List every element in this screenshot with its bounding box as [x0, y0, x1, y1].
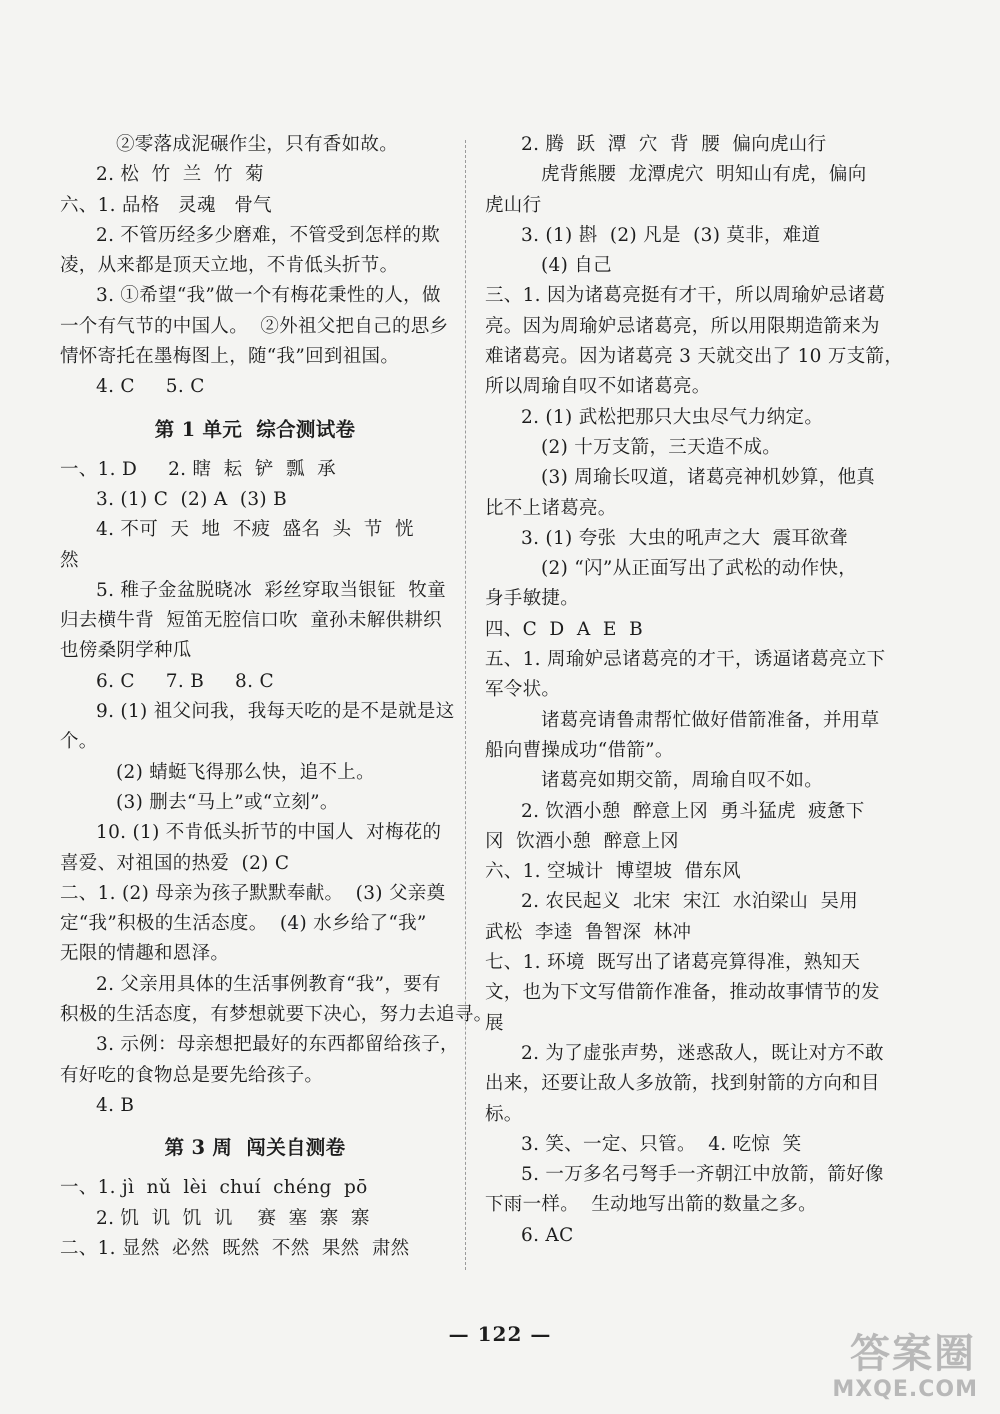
answer-line: 五、1. 周瑜妒忌诸葛亮的才干，诱逼诸葛亮立下 — [485, 649, 886, 671]
answer-line: 3. ①希望“我”做一个有梅花秉性的人，做 — [96, 285, 441, 307]
answer-line: 个。 — [60, 731, 98, 753]
answer-line: 难诸葛亮。因为诸葛亮 3 天就交出了 10 万支箭， — [485, 346, 904, 368]
answer-line: 有好吃的食物总是要先给孩子。 — [60, 1064, 324, 1086]
watermark-url: MXQE.COM — [832, 1377, 978, 1402]
answer-line: 军令状。 — [485, 679, 561, 701]
answer-line: 二、1. 显然 必然 既然 不然 果然 肃然 — [60, 1237, 410, 1259]
answer-line: (3) 周瑜长叹道，诸葛亮神机妙算，他真 — [541, 467, 876, 489]
answer-line: 定“我”积极的生活态度。 (4) 水乡给了“我” — [60, 913, 427, 935]
answer-line: 二、1. (2) 母亲为孩子默默奉献。 (3) 父亲奠 — [60, 882, 446, 904]
answer-line: 5. 一万多名弓弩手一齐朝江中放箭，箭好像 — [521, 1164, 884, 1186]
answer-line: (2) 蜻蜓飞得那么快，追不上。 — [116, 761, 375, 783]
answer-line: 虎山行 — [485, 194, 542, 216]
watermark-logo-text: 答案圈 — [850, 1331, 976, 1377]
page-number: — 122 — — [448, 1322, 552, 1346]
watermark-logo — [812, 1322, 982, 1402]
answer-line: 2. 农民起义 北宋 宋江 水泊梁山 吴用 — [521, 891, 859, 913]
section-heading: 第 3 周 闯关自测卷 — [164, 1136, 346, 1160]
answer-line: 六、1. 空城计 博望坡 借东风 — [485, 861, 741, 883]
answer-line: 诸葛亮如期交箭，周瑜自叹不如。 — [541, 770, 824, 792]
answer-line: (2) 十万支箭，三天造不成。 — [541, 436, 782, 458]
answer-line: 诸葛亮请鲁肃帮忙做好借箭准备，并用草 — [541, 709, 880, 731]
answer-line: 冈 饮酒小憩 醉意上冈 — [485, 830, 679, 852]
answer-line: 亮。因为周瑜妒忌诸葛亮，所以用限期造箭来为 — [485, 315, 880, 337]
answer-line: 3. (1) 斟 (2) 凡是 (3) 莫非，难道 — [521, 224, 821, 246]
answer-line: 比不上诸葛亮。 — [485, 497, 617, 519]
answer-line: 2. 不管历经多少磨难，不管受到怎样的欺 — [96, 224, 441, 246]
answer-line: 4. 不可 天 地 不疲 盛名 头 节 恍 — [96, 519, 414, 541]
answer-line: 2. 腾 跃 潭 穴 背 腰 偏向虎山行 — [521, 134, 827, 155]
answer-line: 2. 饮酒小憩 醉意上冈 勇斗猛虎 疲惫下 — [521, 800, 865, 822]
answer-line: 喜爱、对祖国的热爱 (2) C — [60, 852, 290, 874]
answer-line: 2. 饥 讥 饥 讥 赛 塞 寨 寨 — [96, 1207, 370, 1229]
answer-line: 船向曹操成功“借箭”。 — [485, 739, 674, 761]
answer-line: 六、1. 品格 灵魂 骨气 — [60, 194, 272, 216]
answer-line: 七、1. 环境 既写出了诸葛亮算得准，熟知天 — [485, 952, 861, 974]
answer-line: 2. 为了虚张声势，迷惑敌人，既让对方不敢 — [521, 1042, 884, 1064]
answer-line: 4. B — [96, 1094, 135, 1116]
answer-line: 无限的情趣和恩泽。 — [60, 943, 230, 965]
answer-line: 3. 示例：母亲想把最好的东西都留给孩子， — [96, 1034, 459, 1056]
answer-line: 4. C 5. C — [96, 376, 205, 398]
answer-line: 2. (1) 武松把那只大虫尽气力纳定。 — [521, 406, 824, 428]
answer-line: 归去横牛背 短笛无腔信口吹 童孙未解供耕织 — [60, 610, 442, 632]
answer-line: 2. 父亲用具体的生活事例教育“我”，要有 — [96, 973, 441, 995]
answer-line: 标。 — [485, 1103, 523, 1125]
answer-line: 虎背熊腰 龙潭虎穴 明知山有虎，偏向 — [541, 164, 867, 186]
answer-line: 四、C D A E B — [485, 618, 643, 640]
right-column — [485, 130, 904, 1251]
answer-line: 出来，还要让敌人多放箭，找到射箭的方向和目 — [485, 1073, 880, 1095]
answer-line: 武松 李逵 鲁智深 林冲 — [485, 921, 692, 943]
answer-line: 文，也为下文写借箭作准备，推动故事情节的发 — [485, 982, 880, 1004]
answer-line: 3. (1) C (2) A (3) B — [96, 488, 288, 510]
answer-line: 积极的生活态度，有梦想就要下决心，努力去追寻。 — [60, 1004, 493, 1026]
answer-line: 10. (1) 不肯低头折节的中国人 对梅花的 — [96, 822, 442, 844]
answer-line: 下雨一样。 生动地写出箭的数量之多。 — [485, 1194, 817, 1216]
answer-line: 一个有气节的中国人。 ②外祖父把自己的思乡 — [60, 315, 449, 337]
answer-line: 一、1. D 2. 瞎 耘 铲 瓢 承 — [60, 458, 336, 480]
answer-line: 三、1. 因为诸葛亮挺有才干，所以周瑜妒忌诸葛 — [485, 285, 886, 307]
column-divider — [465, 140, 466, 1270]
section-heading: 第 1 单元 综合测试卷 — [154, 417, 356, 441]
answer-line: 9. (1) 祖父问我，我每天吃的是不是就是这 — [96, 701, 455, 723]
answer-line: 6. AC — [521, 1224, 574, 1246]
answer-line: 展 — [485, 1012, 504, 1034]
answer-line: (2) “闪”从正面写出了武松的动作快， — [541, 558, 858, 580]
answer-line: 一、1. jì nǔ lèi chuí chéng pō — [60, 1177, 368, 1199]
answer-line: (3) 删去“马上”或“立刻”。 — [116, 791, 339, 813]
answer-line: (4) 自己 — [541, 255, 612, 277]
answer-line: 2. 松 竹 兰 竹 菊 — [96, 164, 264, 186]
answer-line: 也傍桑阴学种瓜 — [60, 640, 192, 662]
answer-line: ②零落成泥碾作尘，只有香如故。 — [116, 134, 399, 155]
answer-line: 然 — [60, 549, 79, 571]
answer-line: 5. 稚子金盆脱晓冰 彩丝穿取当银钲 牧童 — [96, 579, 446, 601]
answer-line: 3. 笑、一定、只管。 4. 吃惊 笑 — [521, 1133, 802, 1155]
answer-line: 所以周瑜自叹不如诸葛亮。 — [485, 376, 711, 398]
answer-line: 身手敏捷。 — [485, 588, 580, 610]
answer-line: 6. C 7. B 8. C — [96, 670, 274, 692]
answer-line: 情怀寄托在墨梅图上，随“我”回到祖国。 — [60, 346, 400, 368]
answer-line: 凌，从来都是顶天立地，不肯低头折节。 — [60, 255, 399, 277]
answer-line: 3. (1) 夸张 大虫的吼声之大 震耳欲聋 — [521, 527, 848, 549]
left-column — [60, 130, 493, 1264]
